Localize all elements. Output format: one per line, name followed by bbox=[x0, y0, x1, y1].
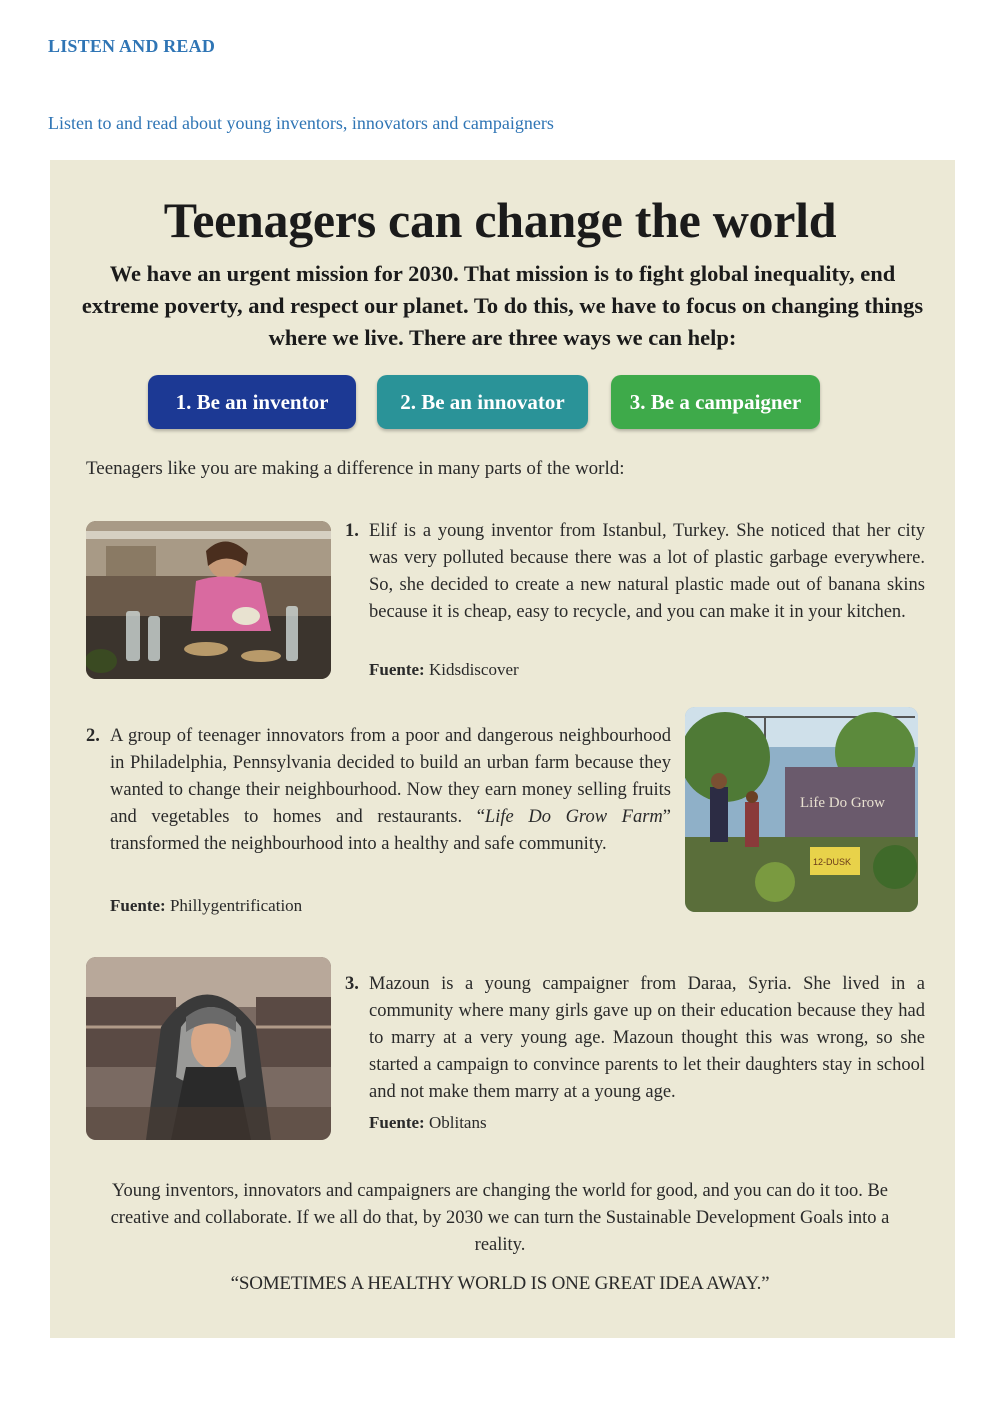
photo-urban-farm bbox=[685, 707, 918, 912]
story-1-number: 1. bbox=[345, 521, 359, 541]
story-3-source bbox=[369, 1113, 487, 1133]
story-1-source bbox=[369, 660, 519, 680]
classroom-photo-illustration bbox=[86, 957, 331, 1140]
article-title: Teenagers can change the world bbox=[163, 192, 837, 248]
photo-mazoun-classroom bbox=[86, 957, 331, 1140]
story-3-source-name: Oblitans bbox=[428, 1113, 487, 1132]
story-2-number: 2. bbox=[86, 726, 100, 746]
story-1-text: Elif is a young inventor from Istanbul, Turkey. She noticed that her city was very polluted because there was a lot of plastic garbage everywhere. So, she decided to create a new natural plastic made out of banana skins because it is cheap, easy to recycle, and you can make it in your kitchen. bbox=[369, 521, 925, 622]
story-3-source-label: Fuente: bbox=[369, 1113, 425, 1132]
story-2-source-label: Fuente: bbox=[110, 896, 166, 915]
farm-hours-sign: 12-DUSK bbox=[813, 857, 852, 867]
story-3 bbox=[345, 971, 925, 1106]
instructions: Listen to and read about young inventors, innovators and campaigners bbox=[48, 113, 554, 133]
way-inventor-badge: 1. Be an inventor bbox=[148, 375, 356, 429]
story-2 bbox=[86, 723, 671, 858]
closing-quote: “SOMETIMES A HEALTHY WORLD IS ONE GREAT IDEA AWAY.” bbox=[230, 1273, 770, 1294]
lead-sentence: Teenagers like you are making a difference in many parts of the world: bbox=[86, 458, 625, 479]
story-1-source-name: Kidsdiscover bbox=[428, 660, 519, 679]
story-1-source-label: Fuente: bbox=[369, 660, 425, 679]
story-2-text-part: ” transformed the neighbourhood into a healthy and safe community. bbox=[110, 807, 671, 854]
kitchen-photo-illustration bbox=[86, 521, 331, 679]
story-3-text: Mazoun is a young campaigner from Daraa, Syria. She lived in a community where many girls gave up on their education because they had to marry at a very young age. Mazoun thought this was wrong, so she started a campaign to convince parents to let their daughters stay in school and not make them marry at a young age. bbox=[369, 974, 925, 1102]
mural-sign: Life Do Grow bbox=[800, 795, 885, 811]
farm-name: Life Do Grow Farm bbox=[484, 807, 663, 827]
story-2-source-name: Phillygentrification bbox=[169, 896, 303, 915]
story-2-text bbox=[110, 723, 671, 858]
story-2-text-part: A group of teenager innovators from a poor and dangerous neighbourhood in Philadelphia, Pennsylvania decided to build an urban farm because they wanted to change their neighbourhood. Now they earn money selling fruits and vegetables to homes and restaurants. “ bbox=[110, 726, 671, 827]
section-title: LISTEN AND READ bbox=[48, 36, 216, 56]
closing-paragraph: Young inventors, innovators and campaigners are changing the world for good, and you can do it too. Be creative and collaborate. If we all do that, by 2030 we can turn the Sustainable Development Goals into a reality. bbox=[110, 1181, 890, 1255]
way-campaigner-badge: 3. Be a campaigner bbox=[611, 375, 820, 429]
way-innovator-badge: 2. Be an innovator bbox=[377, 375, 588, 429]
photo-elif-kitchen bbox=[86, 521, 331, 679]
mission-statement: We have an urgent mission for 2030. That mission is to fight global inequality, end extreme poverty, and respect our planet. To do this, we have to focus on changing things where we live. There are three ways we can help: bbox=[81, 261, 924, 350]
story-2-source bbox=[110, 896, 302, 916]
story-3-number: 3. bbox=[345, 974, 359, 994]
story-1 bbox=[345, 518, 925, 626]
urban-farm-photo-illustration bbox=[685, 707, 918, 912]
